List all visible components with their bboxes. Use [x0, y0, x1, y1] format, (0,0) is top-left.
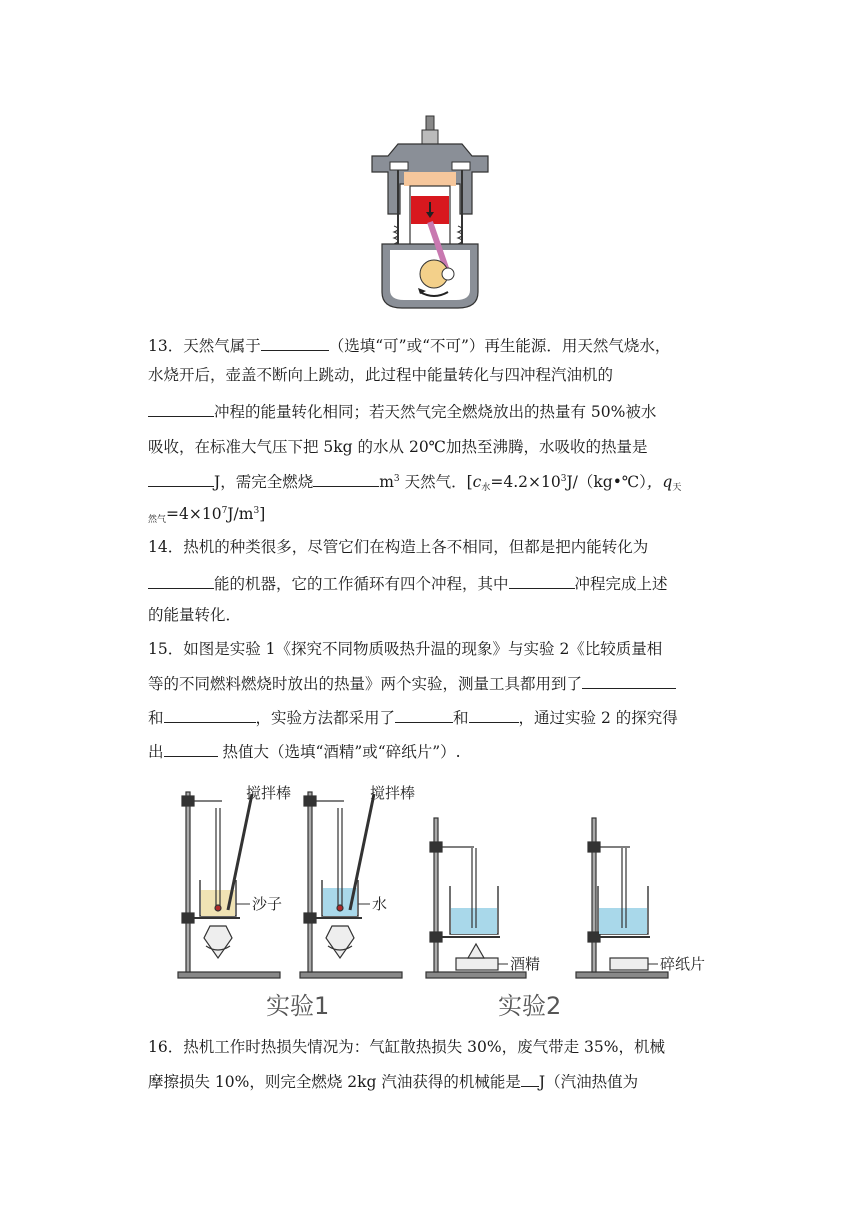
answer-blank[interactable]: [148, 572, 214, 589]
label-water: 水: [372, 895, 388, 913]
q15-line-4: 出 热值大（选填“酒精”或“碎纸片”）.: [148, 740, 461, 763]
answer-blank[interactable]: [395, 706, 453, 723]
answer-blank[interactable]: [164, 706, 256, 723]
q14-line-3: 的能量转化．: [148, 606, 242, 624]
label-alcohol: 酒精: [510, 955, 541, 973]
answer-blank[interactable]: [261, 334, 329, 351]
q15-line-1: 15．如图是实验 1《探究不同物质吸热升温的现象》与实验 2《比较质量相: [148, 640, 663, 658]
q13-line-5: J，需完全燃烧 $m^3$ 天然气．[$c_水=4.2\times 10^3J/(kg•℃)$，$q_天$: [148, 468, 681, 499]
answer-blank[interactable]: [521, 1070, 539, 1087]
q13-line-3: 冲程的能量转化相同；若天然气完全燃烧放出的热量有 50%被水: [148, 400, 656, 423]
label-stir-1: 搅拌棒: [246, 784, 292, 802]
answer-blank[interactable]: [313, 470, 379, 487]
q14-line-1: 14．热机的种类很多，尽管它们在构造上各不相同，但都是把内能转化为: [148, 538, 649, 556]
q15-line-2: 等的不同燃料燃烧时放出的热量》两个实验，测量工具都用到了: [148, 672, 676, 695]
q13-line-2: 水烧开后，壶盖不断向上跳动，此过程中能量转化与四冲程汽油机的: [148, 366, 614, 384]
label-stir-2: 搅拌棒: [370, 784, 416, 802]
answer-blank[interactable]: [148, 400, 214, 417]
q16-line-2: 摩擦损失 10%，则完全燃烧 2kg 汽油获得的机械能是 J（汽油热值为: [148, 1070, 638, 1093]
q16-line-1: 16．热机工作时热损失情况为：气缸散热损失 30%，废气带走 35%，机械: [148, 1038, 665, 1056]
answer-blank[interactable]: [148, 470, 214, 487]
label-sand: 沙子: [252, 895, 283, 913]
engine-diagram: [368, 114, 492, 312]
label-paper: 碎纸片: [660, 955, 706, 973]
q15-line-3: 和 ，实验方法都采用了 和 ，通过实验 2 的探究得: [148, 706, 678, 729]
answer-blank[interactable]: [509, 572, 575, 589]
experiment-figure: [170, 776, 706, 1026]
q13-line-6: $_{然气}=4\times 10^7J/m^3$]: [148, 505, 266, 525]
answer-blank[interactable]: [164, 740, 218, 757]
label-exp-2: 实验2: [498, 992, 562, 1020]
q14-line-2: 能的机器，它的工作循环有四个冲程，其中 冲程完成上述: [148, 572, 668, 595]
q13-line-4: 吸收，在标准大气压下把 5kg 的水从 20℃加热至沸腾，水吸收的热量是: [148, 438, 648, 456]
answer-blank[interactable]: [469, 706, 519, 723]
label-exp-1: 实验1: [266, 992, 330, 1020]
q13-line-1: 13．天然气属于 （选填“可”或“不可”）再生能源．用天然气烧水，: [148, 334, 670, 357]
answer-blank[interactable]: [582, 672, 676, 689]
